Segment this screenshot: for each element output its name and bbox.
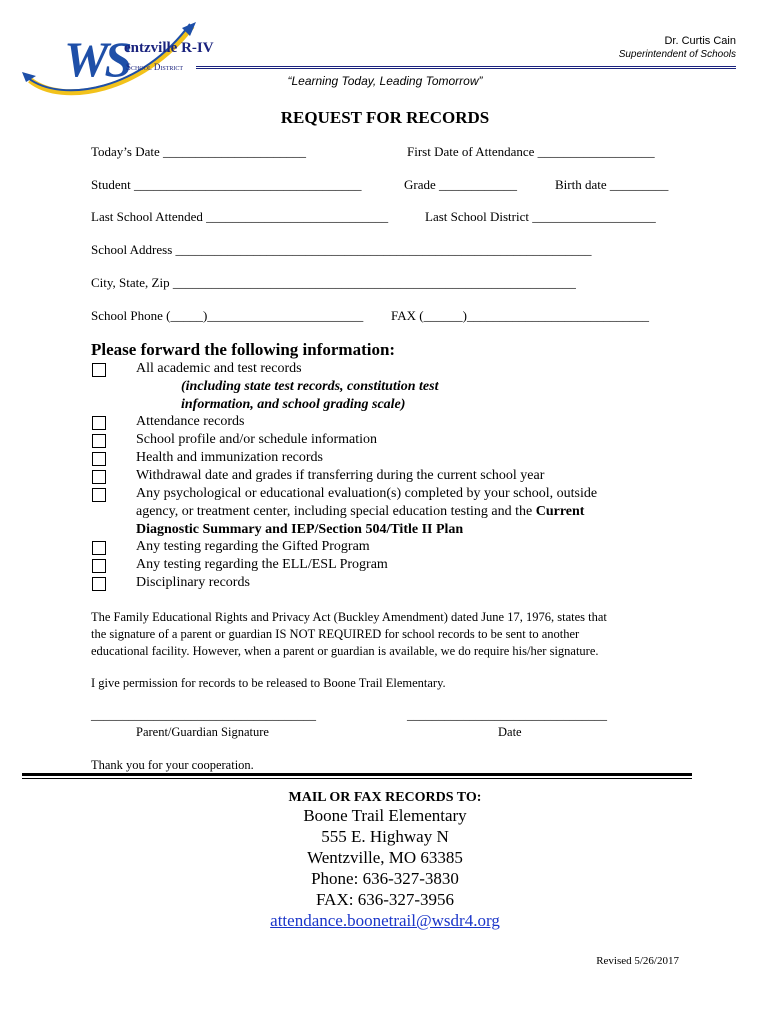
student-field: Student ___________________________________ [91,177,362,192]
item-academic-note-2: information, and school grading scale) [181,397,406,412]
checkbox-gifted[interactable] [92,541,106,555]
item-evaluations-current: Current [535,504,585,519]
ferpa-line-2: the signature of a parent or guardian IS NOT REQUIRED for school records to be sent to another [91,627,580,641]
date-line: ________________________________ [407,708,607,722]
email-link[interactable]: attendance.boonetrail@wsdr4.org [270,911,500,930]
superintendent-name: Dr. Curtis Cain [664,35,736,47]
item-withdrawal: Withdrawal date and grades if transferring during the current school year [136,468,545,483]
logo-initials: WS [64,31,129,87]
last-school-field: Last School Attended ____________________________ [91,209,389,224]
item-gifted: Any testing regarding the Gifted Program [136,539,370,554]
item-academic: All academic and test records [136,361,302,376]
date-label: Date [498,725,522,739]
first-date-field: First Date of Attendance __________________ [407,144,655,159]
header-rule [196,66,736,67]
item-academic-note-1: (including state test records, constitution test [181,379,439,394]
district-logo [22,22,214,102]
ferpa-line-1: The Family Educational Rights and Privacy Act (Buckley Amendment) dated June 17, 1976, states that [91,610,607,624]
item-evaluations-line-2 [136,504,584,520]
forward-heading: Please forward the following information: [91,340,396,359]
item-health: Health and immunization records [136,450,323,465]
item-disciplinary: Disciplinary records [136,575,250,590]
mail-city: Wentzville, MO 63385 [307,848,463,867]
header-rule-2 [196,68,736,69]
divider-thin [22,778,692,779]
mail-email-row [0,911,770,931]
last-district-field: Last School District ___________________ [425,209,656,224]
item-evaluations-line-2-text: agency, or treatment center, including special education testing and the [136,504,536,519]
item-profile: School profile and/or schedule information [136,432,378,447]
permission-text: I give permission for records to be released to Boone Trail Elementary. [91,676,446,690]
signature-line: ____________________________________ [91,708,316,722]
mail-fax: FAX: 636-327-3956 [315,890,455,909]
school-phone-field: School Phone (_____)________________________ [91,308,364,323]
checkbox-attendance[interactable] [92,416,106,430]
checkbox-withdrawal[interactable] [92,470,106,484]
mail-address: 555 E. Highway N [321,827,449,846]
checkbox-ell[interactable] [92,559,106,573]
motto: “Learning Today, Leading Tomorrow” [287,74,483,88]
superintendent-title: Superintendent of Schools [618,49,736,60]
item-evaluations: Any psychological or educational evaluation(s) completed by your school, outside [136,486,598,501]
mail-school: Boone Trail Elementary [303,806,467,825]
signature-label: Parent/Guardian Signature [136,725,269,739]
revised-date: Revised 5/26/2017 [596,955,679,967]
logo-district: School District [126,62,184,72]
page-title: REQUEST FOR RECORDS [280,108,490,127]
thanks-text: Thank you for your cooperation. [91,758,254,772]
checkbox-evaluations[interactable] [92,488,106,502]
checkbox-academic[interactable] [92,363,106,377]
mail-heading: MAIL OR FAX RECORDS TO: [288,790,482,805]
todays-date-field: Today’s Date ______________________ [91,144,307,159]
item-ell: Any testing regarding the ELL/ESL Program [136,557,388,572]
item-attendance: Attendance records [136,414,245,429]
checkbox-disciplinary[interactable] [92,577,106,591]
divider-thick [22,773,692,776]
ferpa-line-3: educational facility. However, when a parent or guardian is available, we do require his/her signature. [91,644,599,658]
birth-date-field: Birth date _________ [555,177,669,192]
city-state-zip-field: City, State, Zip ______________________________________________________________ [91,275,576,290]
grade-field: Grade ____________ [404,177,518,192]
school-address-field: School Address ________________________________________________________________ [91,242,592,257]
item-evaluations-line-3: Diagnostic Summary and IEP/Section 504/Title II Plan [136,522,464,537]
logo-name: entzville R-IV [124,40,214,56]
checkbox-health[interactable] [92,452,106,466]
checkbox-profile[interactable] [92,434,106,448]
fax-field: FAX (______)____________________________ [391,308,649,323]
mail-phone: Phone: 636-327-3830 [311,869,459,888]
